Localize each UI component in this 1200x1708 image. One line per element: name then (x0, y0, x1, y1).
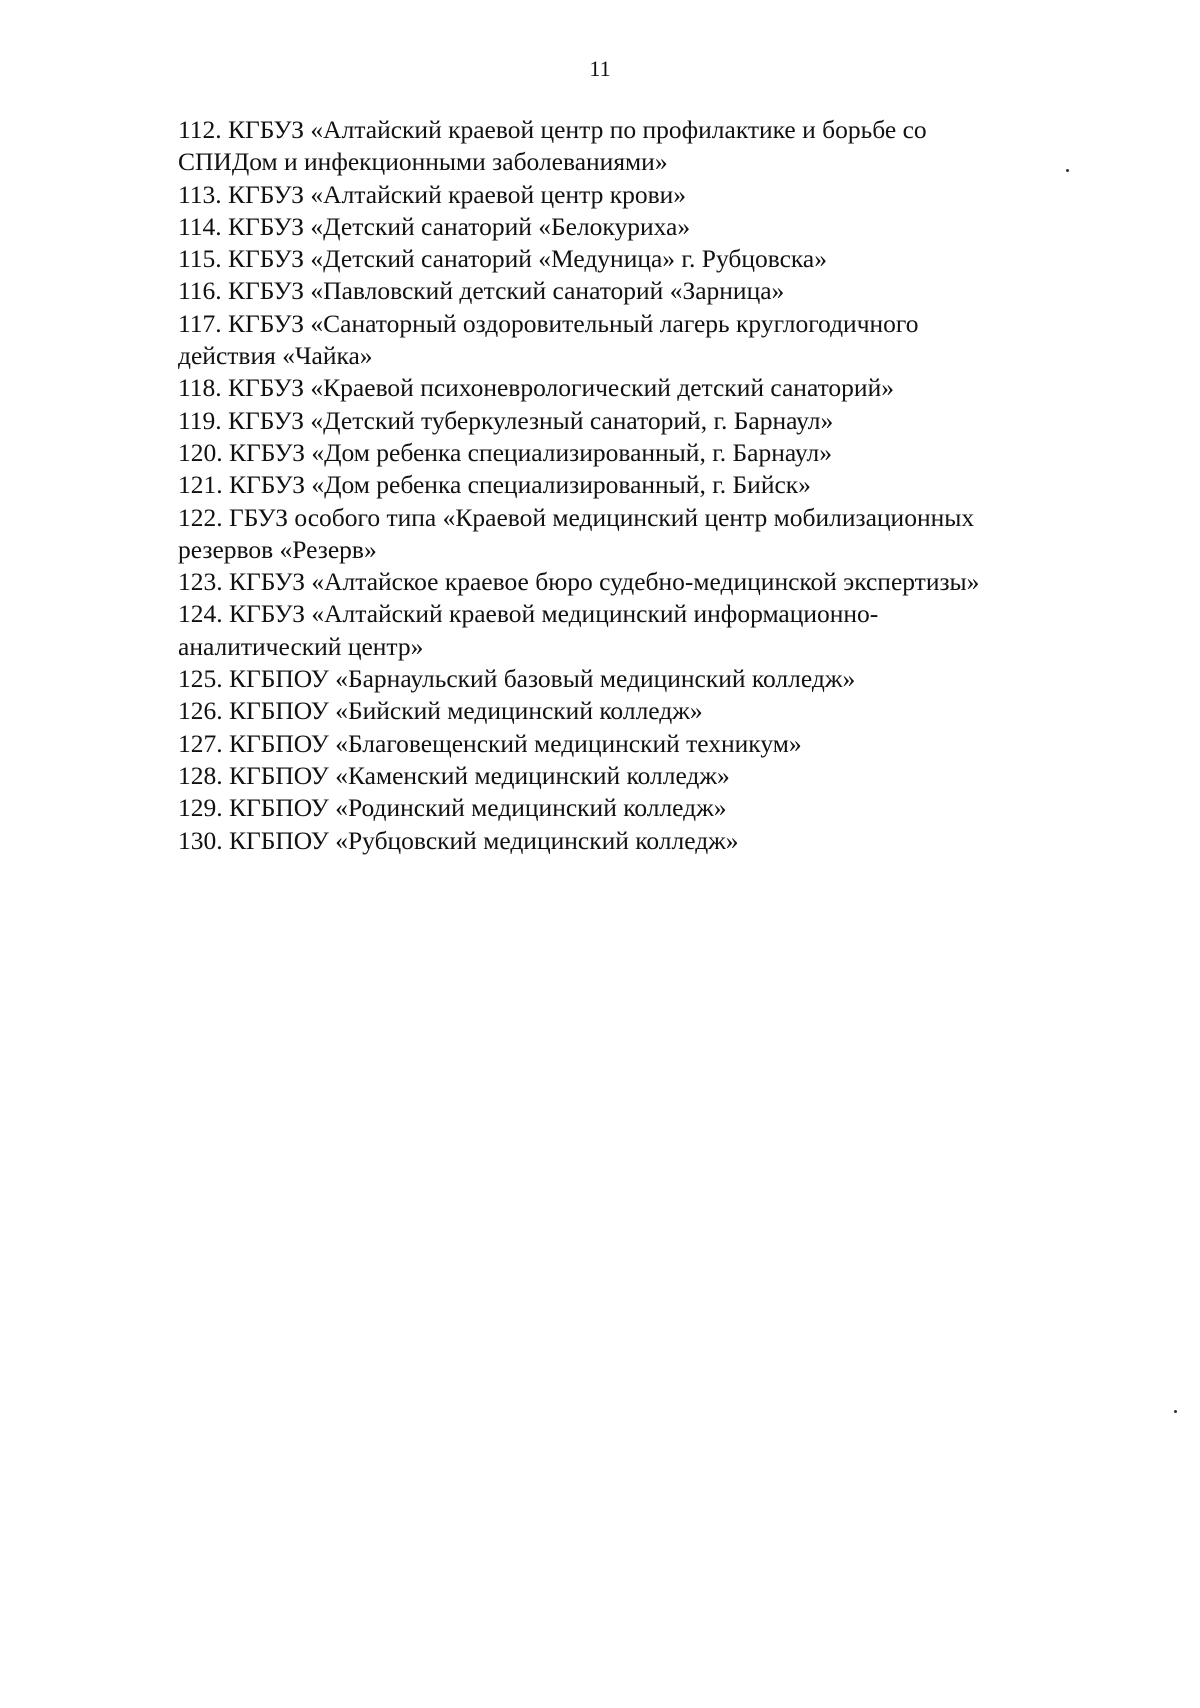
list-item (178, 695, 1178, 727)
list-item-line: 127. КГБПОУ «Благовещенский медицинский техникум» (178, 728, 802, 758)
list-item-line: 118. КГБУЗ «Краевой психоневрологический детский санаторий» (178, 373, 894, 403)
list-item-line: 128. КГБПОУ «Каменский медицинский колледж» (178, 760, 730, 790)
list-item (178, 114, 1178, 179)
list-item-line: 122. ГБУЗ особого типа «Краевой медицинский центр мобилизационных (178, 502, 975, 532)
list-item-line: 112. КГБУЗ «Алтайский краевой центр по профилактике и борьбе со (178, 115, 927, 144)
list-item-line: 120. КГБУЗ «Дом ребенка специализированный, г. Барнаул» (178, 437, 833, 467)
list-item (178, 792, 1178, 824)
list-item (178, 372, 1178, 404)
list-item-line: 114. КГБУЗ «Детский санаторий «Белокуриха» (178, 211, 691, 241)
list-item (178, 566, 1178, 598)
list-item-line: 119. КГБУЗ «Детский туберкулезный санаторий, г. Барнаул» (178, 405, 834, 435)
list-item (178, 243, 1178, 275)
scan-speck (1066, 169, 1069, 172)
list-item (178, 275, 1178, 307)
list-item (178, 502, 1178, 567)
list-item-line: аналитический центр» (178, 631, 424, 661)
list-item (178, 760, 1178, 792)
list-item-line: 113. КГБУЗ «Алтайский краевой центр крови» (178, 179, 687, 209)
list-item-line: резервов «Резерв» (178, 534, 377, 564)
list-item (178, 728, 1178, 760)
list-item (178, 211, 1178, 243)
list-item-line: 129. КГБПОУ «Родинский медицинский колледж» (178, 793, 727, 823)
list-item (178, 469, 1178, 501)
list-item (178, 825, 1178, 857)
list-item-line: действия «Чайка» (178, 341, 373, 371)
list-item-line: 117. КГБУЗ «Санаторный оздоровительный лагерь круглогодичного (178, 308, 919, 338)
list-item (178, 405, 1178, 437)
list-item-line: 121. КГБУЗ «Дом ребенка специализированный, г. Бийск» (178, 470, 811, 500)
list-item (178, 663, 1178, 695)
list-item (178, 437, 1178, 469)
list-item-line: СПИДом и инфекционными заболеваниями» (178, 147, 668, 177)
list-item-line: 116. КГБУЗ «Павловский детский санаторий «Зарница» (178, 276, 785, 306)
list-item-line: 124. КГБУЗ «Алтайский краевой медицинский информационно- (178, 599, 879, 629)
list-item-line: 123. КГБУЗ «Алтайское краевое бюро судебно-медицинской экспертизы» (178, 567, 980, 597)
page-number: 11 (589, 56, 611, 81)
list-item-line: 130. КГБПОУ «Рубцовский медицинский колледж» (178, 825, 739, 855)
institution-list (178, 114, 1178, 857)
list-item (178, 598, 1178, 663)
list-item-line: 126. КГБПОУ «Бийский медицинский колледж» (178, 696, 703, 726)
scan-speck (1174, 1410, 1177, 1413)
list-item-line: 125. КГБПОУ «Барнаульский базовый медицинский колледж» (178, 664, 856, 694)
list-item (178, 308, 1178, 373)
list-item-line: 115. КГБУЗ «Детский санаторий «Медуница» г. Рубцовска» (178, 244, 828, 274)
list-item (178, 179, 1178, 211)
